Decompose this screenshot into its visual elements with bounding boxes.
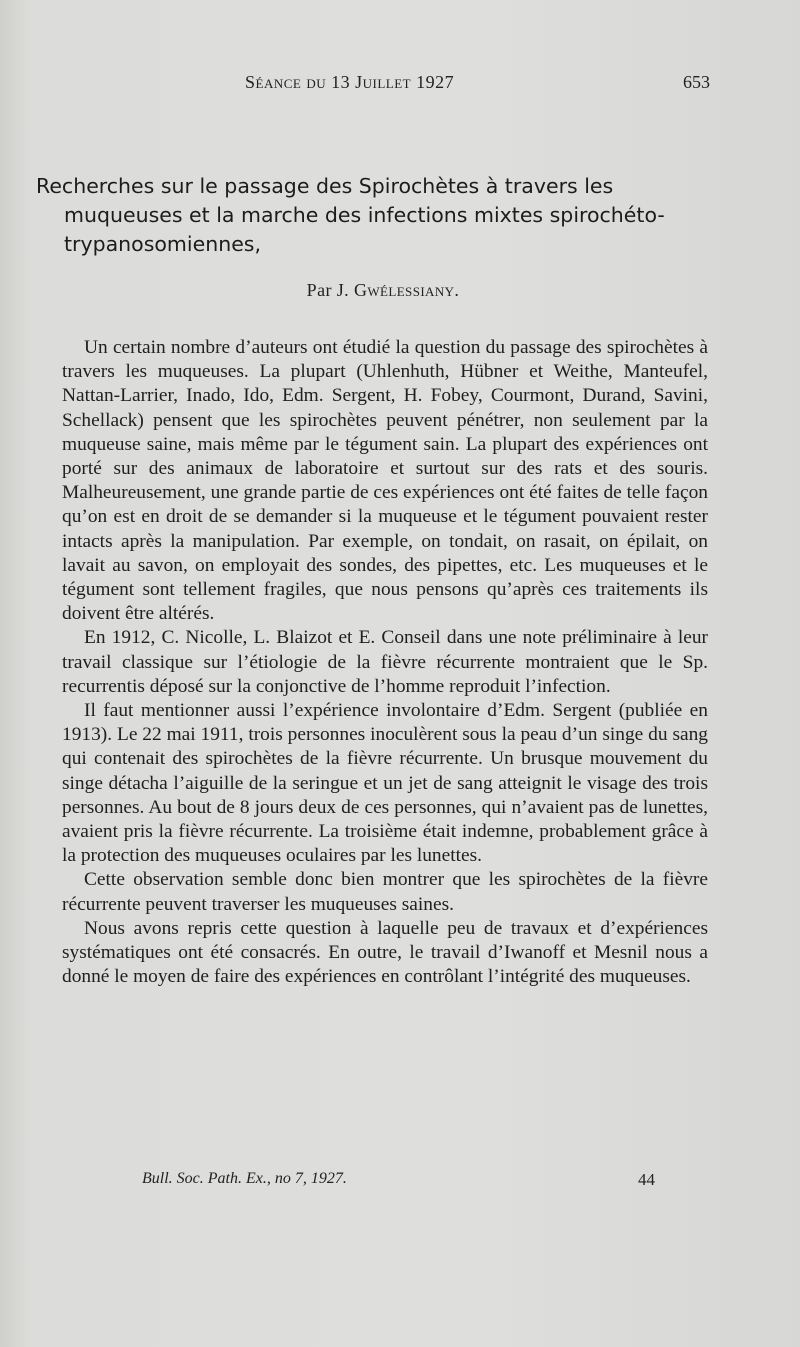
article-title (36, 172, 716, 259)
running-title: Séance du 13 Juillet 1927 (245, 72, 455, 92)
paragraph: Cette observation semble donc bien montrer que les spirochètes de la fièvre récurrente peuvent traverser les muqueuses saines. (62, 869, 708, 915)
page-number: 653 (683, 72, 710, 92)
article-title-line-3: trypanosomiennes, (64, 232, 262, 256)
paragraph: Il faut mentionner aussi l’expérience involontaire d’Edm. Sergent (publiée en 1913). Le 22 mai 1911, trois personnes inoculèrent sous la peau d’un singe du sang qui contenait des spirochètes de la fièvre récurrente. Un brusque mouvement du singe détacha l’aiguille de la seringue et un jet de sang atteignit le visage des trois personnes. Au bout de 8 jours deux de ces personnes, qui n’avaient pas de lunettes, avaient pris la fièvre récurrente. La troisième était indemne, probablement grâce à la protection des muqueuses oculaires par les lunettes. (62, 700, 708, 867)
article-title-line-1: Recherches sur le passage des Spirochètes à travers les (36, 174, 614, 198)
page-footer (60, 1170, 710, 1200)
byline-author: Gwélessiany. (353, 280, 460, 300)
footer-citation: Bull. Soc. Path. Ex., no 7, 1927. (142, 1170, 347, 1187)
running-header (60, 72, 710, 102)
paragraph: En 1912, C. Nicolle, L. Blaizot et E. Conseil dans une note préliminaire à leur travail classique sur l’étiologie de la fièvre récurrente montraient que le Sp. recurrentis déposé sur la conjonctive de l’homme reproduit l’infection. (62, 627, 708, 697)
article-title-line-2: muqueuses et la marche des infections mixtes spirochéto- (64, 203, 665, 227)
byline-prefix: Par J. (306, 280, 350, 300)
body-text (62, 336, 708, 989)
byline (0, 280, 766, 301)
footer-sheet-number: 44 (638, 1170, 655, 1189)
paragraph: Un certain nombre d’auteurs ont étudié la question du passage des spirochètes à travers les muqueuses. La plupart (Uhlenhuth, Hübner et Weithe, Manteufel, Nattan-Larrier, Inado, Ido, Edm. Sergent, H. Fobey, Courmont, Durand, Savini, Schellack) pensent que les spirochètes peuvent pénétrer, non seulement par la muqueuse saine, mais même par le tégument sain. La plupart des expériences ont porté sur des animaux de laboratoire et surtout sur des rats et des souris. Malheureusement, une grande partie de ces expériences ont été faites de telle façon qu’on est en droit de se demander si la muqueuse et le tégument pouvaient rester intacts après la manipulation. Par exemple, on tondait, on rasait, on épilait, on lavait au savon, on employait des sondes, des pipettes, etc. Les muqueuses et le tégument sont tellement fragiles, que nous pensons qu’après ces traitements ils doivent être altérés. (62, 337, 708, 625)
paragraph: Nous avons repris cette question à laquelle peu de travaux et d’expériences systématiques ont été consacrés. En outre, le travail d’Iwanoff et Mesnil nous a donné le moyen de faire des expériences en contrôlant l’intégrité des muqueuses. (62, 917, 708, 988)
